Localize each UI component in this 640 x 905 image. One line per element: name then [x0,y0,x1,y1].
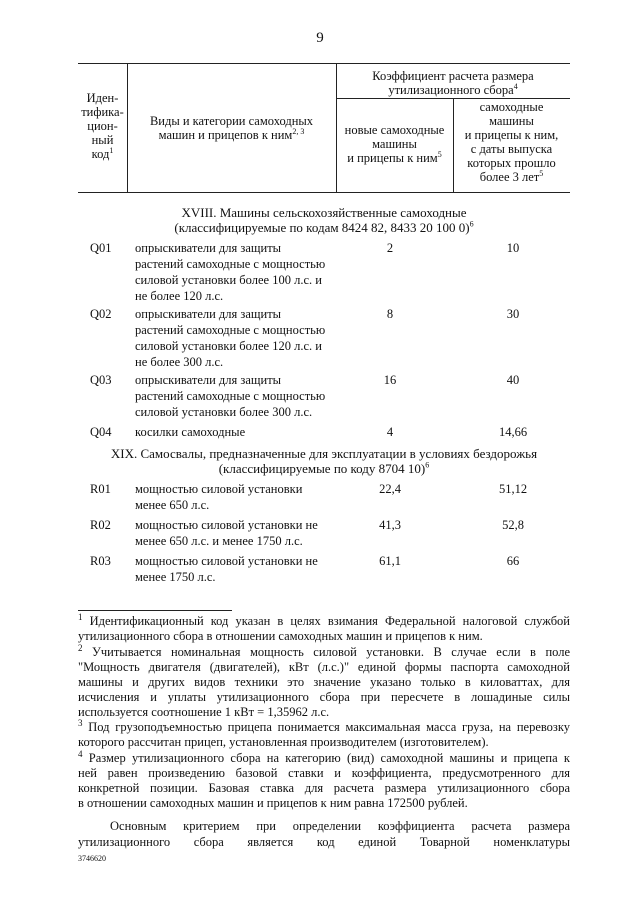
row-code: Q02 [90,307,112,321]
row-description: опрыскиватели для защиты растений самоходные с мощностью силовой установки более 120 л.с. и не более 300 л.с. [135,307,326,369]
row-coef-old: 30 [506,307,520,321]
row-description: опрыскиватели для защиты растений самоходные с мощностью силовой установки более 100 л.с. и не более 120 л.с. [135,241,326,303]
footnote-4: $^4$ Размер утилизационного сбора на категорию (вид) самоходной машины и прицепа к ней равен произведению базовой ставки и коэффициента, предусмотренного для конкретной позиции. Базовая ставка для расчета размера утилизационного сбора в отношении самоходных машин и прицепов к ним равна 172500 рублей. [78,748,570,810]
row-coef-new: 61,1 [379,554,401,568]
page-number: 9 [316,30,324,46]
row-coef-old: 10 [506,241,520,255]
row-coef-new: 2 [386,241,394,255]
row-description: опрыскиватели для защиты растений самоходные с мощностью силовой установки более 300 л.с. [135,373,326,419]
document-number: 3746620 [78,854,106,863]
row-code: Q04 [90,425,112,439]
row-coef-new: 8 [386,307,394,321]
footnote-1: $^1$ Идентификационный код указан в целях взимания Федеральной налоговой службой утилизационного сбора в отношении самоходных машин и прицепов к ним. [78,611,570,643]
row-coef-old: 66 [506,554,520,568]
row-code: R03 [90,554,111,568]
header-new-machines: новые самоходные машины и прицепы к ним$^5$ [344,123,445,165]
header-coef-group: Коэффициент расчета размера утилизационного сбора$^4$ [372,69,534,97]
row-code: Q03 [90,373,112,387]
section-heading-19: XIX. Самосвалы, предназначенные для эксплуатации в условиях бездорожья (классифицируемые по коду 8704 10)$^6$ [110,446,538,476]
row-coef-old: 51,12 [498,482,528,496]
footnote-divider [78,610,232,611]
row-coef-old: 52,8 [502,518,524,532]
row-coef-new: 16 [383,373,397,387]
row-coef-new: 41,3 [379,518,401,532]
section-heading-18: XVIII. Машины сельскохозяйственные самоходные (классифицируемые по кодам 8424 82, 8433 20 100 0)$^6$ [174,205,474,235]
footnote-3: $^3$ Под грузоподъемностью прицепа понимается максимальная масса груза, на перевозку которого рассчитан прицеп, установленная производителем (изготовителем). [78,717,571,749]
row-coef-old: 40 [506,373,520,387]
row-description: мощностью силовой установки не менее 650 л.с. и менее 1750 л.с. [135,518,318,548]
row-coef-new: 22,4 [379,482,401,496]
header-kinds: Виды и категории самоходных машин и прицепов к ним$^{2, 3}$ [149,114,314,142]
row-coef-old: 14,66 [498,425,528,439]
header-old-machines: самоходные машины и прицепы к ним, с даты выпуска которых прошло более 3 лет$^5$ [464,100,559,184]
row-code: R02 [90,518,111,532]
table-header [78,63,570,193]
row-code: Q01 [90,241,112,255]
body-paragraph: Основным критерием при определении коэффициента расчета размера утилизационного сбора является код единой Товарной номенклатуры [78,819,570,849]
row-code: R01 [90,482,111,496]
header-code: Иден- тифика- цион- ный код$^1$ [81,91,124,161]
row-description: косилки самоходные [135,425,246,439]
row-description: мощностью силовой установки менее 650 л.с. [135,482,303,512]
footnote-2: $^2$ Учитывается номинальная мощность силовой установки. В случае если в поле "Мощность двигателя (двигателей), кВт (л.с.)" единой формы паспорта самоходной машины и других видов техники это значение указано только в киловаттах, для исчисления и уплаты утилизационного сбора при пересчете в лошадиные силы используется соотношение 1 кВт = 1,35962 л.с. [78,642,571,719]
row-coef-new: 4 [386,425,394,439]
row-description: мощностью силовой установки не менее 1750 л.с. [135,554,318,584]
